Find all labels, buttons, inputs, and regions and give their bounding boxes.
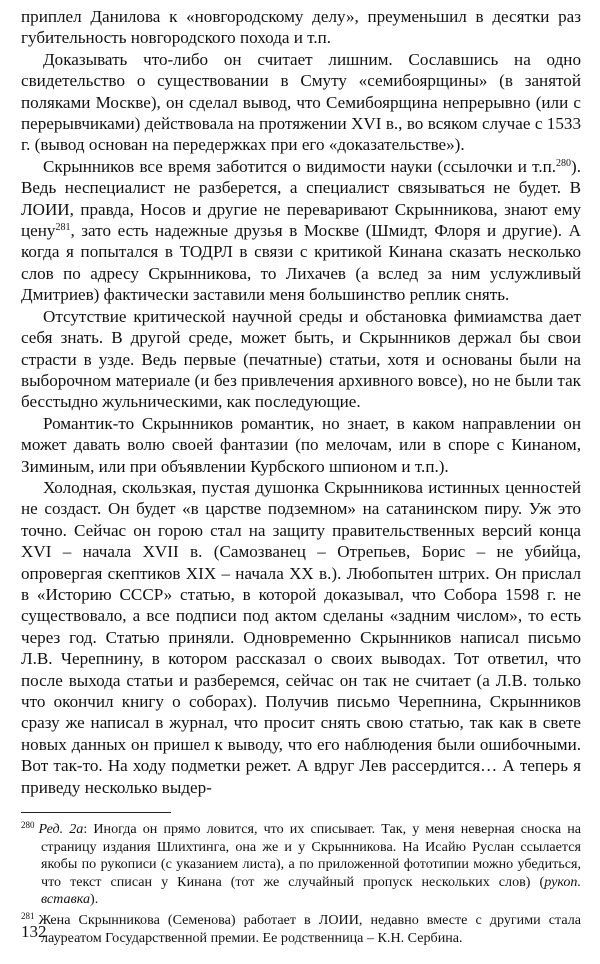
paragraph xyxy=(21,49,581,156)
paragraph xyxy=(21,156,581,306)
paragraph xyxy=(21,477,581,798)
footnote xyxy=(21,912,581,947)
footnote xyxy=(21,821,581,909)
italic-text: Ред. 2а xyxy=(38,821,84,838)
text-run: Скрынников все время заботится о видимости науки (ссылочки и т.п. xyxy=(43,156,557,176)
text-run: Доказывать что-либо он считает лишним. Сославшись на одно свидетельство о существовании в Смуту «семибоярщины» (в занятой поляками Москве), он сделал вывод, что Семибоярщина непрерывно (или с перерывчиками) действовала на протяжении XVI в., во всяком случае с 1533 г. (вывод основан на передержках при его «доказательстве»). xyxy=(21,49,581,155)
text-run: ). Ведь неспециалист не разберется, а специалист связываться не будет. В ЛОИИ, правда, Носов и другие не переваривают Скрынникова, знают ему цену xyxy=(21,156,581,241)
footnote-number: 281 xyxy=(21,911,35,921)
text-run: : Иногда он прямо ловится, что их списывает. Так, у меня неверная сноска на страницу издания Шлихтинга, она же и у Скрынникова. На Исайю Руслан ссылается якобы по рукописи (с указанием листа), а по приложенной фототипии можно убедиться, что текст списан у Кинана (тот же случайный пропуск нескольких слов) ( xyxy=(41,821,581,890)
paragraph xyxy=(21,413,581,477)
paragraph xyxy=(21,306,581,413)
text-run: , зато есть надежные друзья в Москве (Шмидт, Флоря и другие). А когда я попытался в ТОДРЛ в связи с критикой Кинана сказать несколько слов по адресу Скрынникова, то Лихачев (а вслед за ним услужливый Дмитриев) фактически заставили меня большинство реплик снять. xyxy=(21,221,581,305)
italic-text: рукоп. вставка xyxy=(41,873,581,908)
footnote-number: 280 xyxy=(21,820,35,831)
text-run: ). xyxy=(90,891,99,908)
text-run: Отсутствие критической научной среды и обстановка фимиамства дает себя знать. В другой среде, может быть, и Скрынников держал бы свои страсти в узде. Ведь первые (печатные) статьи, хотя и основаны были на выборочном материале (и без привлечения архивного вовсе), но не были так бесстыдно жульническими, как последующие. xyxy=(21,306,581,412)
footnote-ref: 281 xyxy=(55,222,71,234)
text-run: Холодная, скользкая, пустая душонка Скрынникова истинных ценностей не создаст. Он будет «в царстве подземном» на сатанинском пиру. Уж это точно. Сейчас он горою стал на защиту правительственных версий конца XVI – начала XVII в. (Самозванец – Отрепьев, Борис – не убийца, опровергая скептиков XIX – начала XX в.). Любопытен штрих. Он прислал в «Историю СССР» статью, в которой доказывал, что Собора 1598 г. не существовало, а все подписи под актом сделаны «задним числом», то есть через год. Статью приняли. Одновременно Скрынников написал письмо Л.В. Черепнину, в котором рассказал о своих выводах. Тот ответил, что после выхода статьи и разберемся, сейчас он так не считает (а Л.В. только что окончил книгу о соборах). Получив письмо Черепнина, Скрынников сразу же написал в журнал, что просит снять свою статью, так как в свете новых данных он пришел к выводу, что его наблюдения были ошибочными. Вот так-то. На ходу подметки режет. А вдруг Лев рассердится… А теперь я приведу несколько выдер- xyxy=(21,477,581,797)
page-number: 132 xyxy=(21,922,47,941)
text-run: Романтик-то Скрынников романтик, но знает, в каком направлении он может давать волю своей фантазии (по мелочам, или в споре с Кинаном, Зиминым, или при объявлении Курбского шпионом и т.п.). xyxy=(21,413,581,476)
book-page xyxy=(21,6,581,950)
footnote-separator xyxy=(21,812,171,813)
paragraph xyxy=(21,6,581,49)
footnote-ref: 280 xyxy=(556,157,572,169)
footnotes xyxy=(21,821,581,947)
main-text xyxy=(21,6,581,798)
text-run: Жена Скрынникова (Семенова) работает в ЛОИИ, недавно вместе с другими стала лауреатом Государственной премии. Ее родственница – К.Н. Сербина. xyxy=(38,912,581,946)
text-run: приплел Данилова к «новгородскому делу», преуменьшил в десятки раз губительность новгородского похода и т.п. xyxy=(21,7,581,48)
